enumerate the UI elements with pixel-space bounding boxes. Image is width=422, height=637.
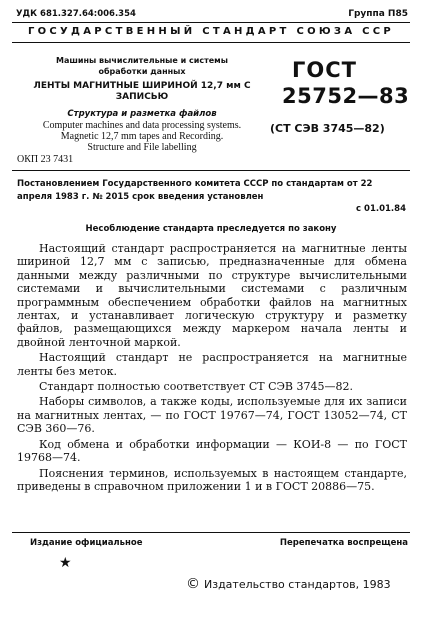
copyright-text: Издательство стандартов, 1983	[204, 578, 391, 591]
header-rule	[12, 42, 410, 43]
title-block	[32, 55, 252, 153]
standard-header: ГОСУДАРСТВЕННЫЙ СТАНДАРТ СОЮЗА ССР	[27, 26, 395, 37]
law-notice: Несоблюдение стандарта преследуется по закону	[85, 224, 337, 234]
paragraph: Пояснения терминов, используемых в настоящем стандарте, приведены в справочном приложении 1 и в ГОСТ 20886—75.	[17, 466, 407, 493]
udk-code: УДК 681.327.64:006.354	[16, 9, 136, 19]
copyright-icon: ©	[186, 576, 200, 592]
title-en-line1: Computer machines and data processing systems.	[42, 120, 242, 131]
copyright	[186, 576, 391, 592]
title-subtitle: Структура и разметка файлов	[67, 109, 217, 119]
gost-label: ГОСТ	[292, 58, 357, 82]
gost-number: 25752—83	[282, 84, 410, 108]
paragraph: Код обмена и обработки информации — КОИ-8 — по ГОСТ 19768—74.	[17, 437, 407, 465]
group-code: Группа П85	[348, 9, 408, 19]
title-category: Машины вычислительные и системы обработки данных	[56, 56, 228, 76]
title-en-line2: Magnetic 12,7 mm tapes and Recording.	[60, 131, 224, 142]
cmea-reference: (СТ СЭВ 3745—82)	[270, 122, 385, 135]
paragraph: Настоящий стандарт распространяется на магнитные ленты шириной 12,7 мм с записью, предназначенные для обмена данными между различными по структуре вычислительными системами и вычислительными системами с различным программным обеспечением обработки файлов на магнитных лентах, и устанавливает логическую структуру и разметку файлов, размещающихся между маркером начала ленты и двойной ленточной маркой.	[17, 242, 407, 349]
paragraph: Настоящий стандарт не распространяется на магнитные ленты без меток.	[17, 351, 407, 378]
title-main: ЛЕНТЫ МАГНИТНЫЕ ШИРИНОЙ 12,7 мм С ЗАПИСЬЮ	[33, 81, 251, 102]
reprint-prohibited: Перепечатка воспрещена	[279, 538, 408, 548]
okp-code: ОКП 23 7431	[17, 154, 74, 165]
official-edition: Издание официальное	[30, 538, 143, 548]
star-icon: ★	[59, 555, 72, 571]
top-rule	[12, 22, 410, 23]
paragraph: Наборы символов, а также коды, используемые для их записи на магнитных лентах, — по ГОСТ 19767—74, ГОСТ 13052—74, СТ СЭВ 360—76.	[17, 395, 407, 436]
footer-rule	[12, 532, 410, 533]
effective-date: с 01.01.84	[356, 204, 406, 214]
body-text	[17, 242, 407, 493]
title-en-line3: Structure and File labelling	[87, 142, 197, 153]
paragraph: Стандарт полностью соответствует СТ СЭВ 3745—82.	[39, 380, 353, 394]
decree-text: Постановлением Государственного комитета СССР по стандартам от 22 апреля 1983 г. № 2015 срок введения установлен	[17, 179, 373, 202]
decree-rule	[12, 170, 410, 171]
